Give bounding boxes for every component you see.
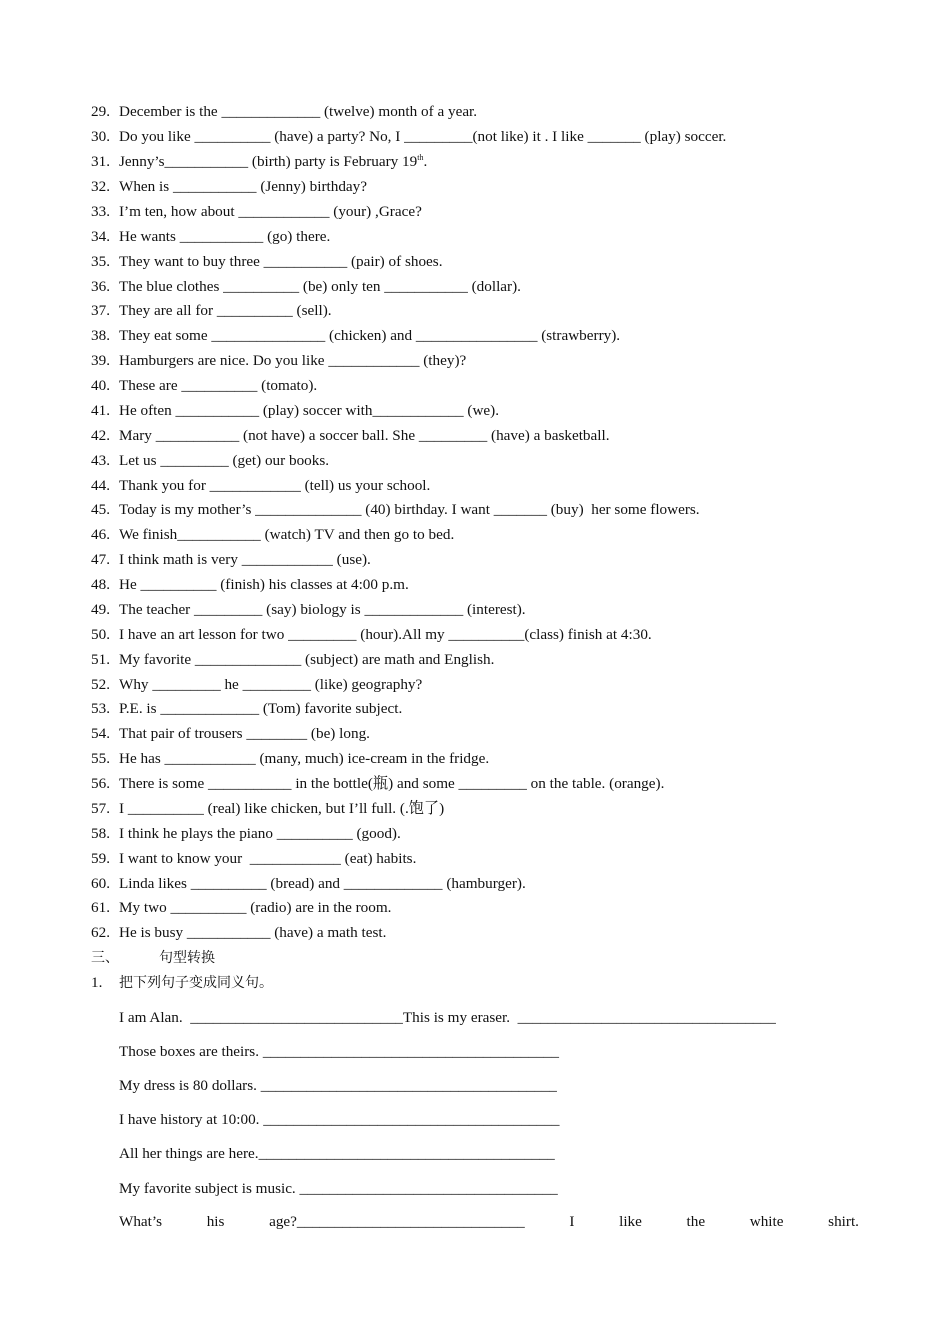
question-43: 43. Let us _________ (get) our books. [91, 452, 330, 469]
question-62: 62. He is busy ___________ (have) a math test. [91, 924, 387, 941]
sentence-7 [119, 1212, 859, 1232]
question-41: 41. He often ___________ (play) soccer with____________ (we). [91, 402, 500, 419]
word: I [569, 1213, 575, 1230]
sentence-6: My favorite subject is music. __________________________________ [119, 1180, 558, 1197]
question-29: 29. December is the _____________ (twelve) month of a year. [91, 103, 478, 120]
question-39: 39. Hamburgers are nice. Do you like ____________ (they)? [91, 352, 467, 369]
question-32: 32. When is ___________ (Jenny) birthday? [91, 178, 368, 195]
question-58: 58. I think he plays the piano __________ (good). [91, 825, 401, 842]
question-60: 60. Linda likes __________ (bread) and _____________ (hamburger). [91, 875, 526, 892]
task-instruction: 1. 把下列句子变成同义句。 [91, 974, 273, 991]
word: age?______________________________ [269, 1213, 525, 1230]
question-52: 52. Why _________ he _________ (like) geography? [91, 676, 423, 693]
question-34: 34. He wants ___________ (go) there. [91, 228, 331, 245]
question-31: 31. Jenny’s___________ (birth) party is February 19th. [91, 152, 428, 170]
sentence-5: All her things are here._______________________________________ [119, 1145, 555, 1162]
question-59: 59. I want to know your ____________ (eat) habits. [91, 850, 417, 867]
question-61: 61. My two __________ (radio) are in the room. [91, 899, 392, 916]
question-35: 35. They want to buy three ___________ (pair) of shoes. [91, 253, 443, 270]
question-56: 56. There is some ___________ in the bottle(瓶) and some _________ on the table. (orange). [91, 775, 665, 792]
sentence-2: Those boxes are theirs. _______________________________________ [119, 1043, 559, 1060]
question-53: 53. P.E. is _____________ (Tom) favorite subject. [91, 700, 403, 717]
question-37: 37. They are all for __________ (sell). [91, 302, 332, 319]
question-42: 42. Mary ___________ (not have) a soccer ball. She _________ (have) a basketball. [91, 427, 610, 444]
question-46: 46. We finish___________ (watch) TV and then go to bed. [91, 526, 455, 543]
word: the [686, 1213, 706, 1230]
question-47: 47. I think math is very ____________ (use). [91, 551, 371, 568]
section-number: 三、 [91, 950, 119, 966]
question-51: 51. My favorite ______________ (subject) are math and English. [91, 651, 495, 668]
question-40: 40. These are __________ (tomato). [91, 377, 318, 394]
question-38: 38. They eat some _______________ (chicken) and ________________ (strawberry). [91, 327, 621, 344]
sentence-3: My dress is 80 dollars. _______________________________________ [119, 1077, 557, 1094]
question-36: 36. The blue clothes __________ (be) only ten ___________ (dollar). [91, 278, 521, 295]
question-45: 45. Today is my mother’s ______________ (40) birthday. I want _______ (buy) her some flowers. [91, 501, 700, 518]
word: shirt. [828, 1213, 859, 1230]
question-49: 49. The teacher _________ (say) biology is _____________ (interest). [91, 601, 526, 618]
question-44: 44. Thank you for ____________ (tell) us your school. [91, 477, 431, 494]
word: white [749, 1213, 784, 1230]
section-heading [91, 948, 215, 968]
section-title: 句型转换 [159, 950, 215, 966]
question-57: 57. I __________ (real) like chicken, but I’ll full. (.饱了) [91, 800, 445, 817]
question-55: 55. He has ____________ (many, much) ice-cream in the fridge. [91, 750, 490, 767]
word: his [206, 1213, 225, 1230]
question-54: 54. That pair of trousers ________ (be) long. [91, 725, 370, 742]
sentence-4: I have history at 10:00. _______________________________________ [119, 1111, 560, 1128]
question-50: 50. I have an art lesson for two _________ (hour).All my __________(class) finish at 4:30. [91, 626, 652, 643]
word: like [619, 1213, 642, 1230]
question-33: 33. I’m ten, how about ____________ (your) ,Grace? [91, 203, 422, 220]
ordinal-suffix: th [417, 152, 424, 162]
sentence-1: I am Alan. ____________________________This is my eraser. __________________________________ [119, 1009, 776, 1026]
question-48: 48. He __________ (finish) his classes at 4:00 p.m. [91, 576, 409, 593]
question-30: 30. Do you like __________ (have) a party? No, I _________(not like) it . I like _______ (play) soccer. [91, 128, 727, 145]
word: What’s [119, 1213, 163, 1230]
